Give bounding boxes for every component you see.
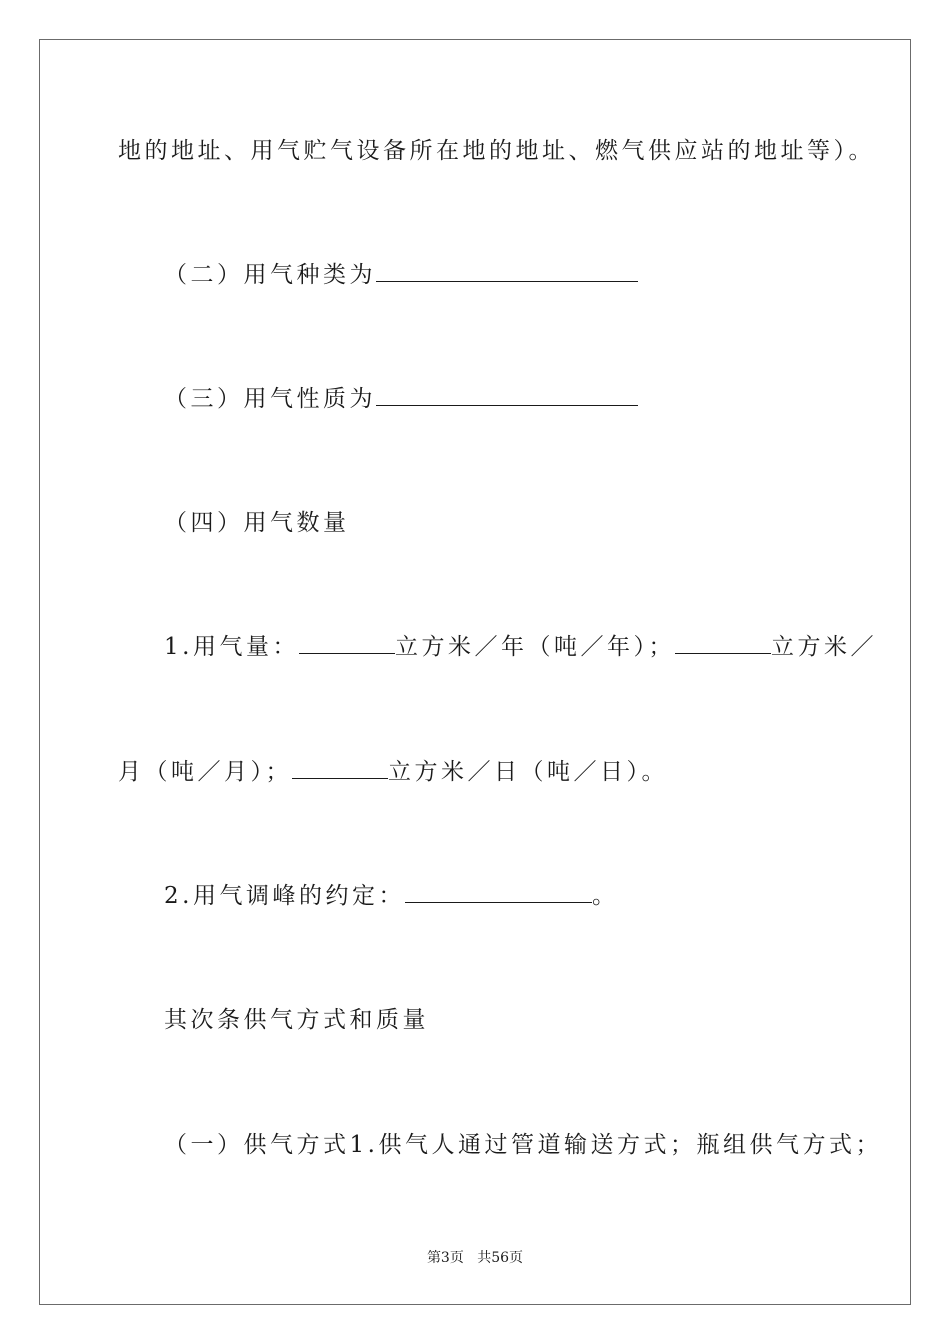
daily-unit: 立方米／日（吨／日）。 [388, 759, 668, 785]
paragraph-line [118, 136, 875, 166]
gas-nature-blank[interactable] [376, 385, 638, 406]
supply-method-heading: 其次条供气方式和质量 [164, 1007, 429, 1033]
yearly-amount-blank[interactable] [299, 633, 395, 654]
section-heading [164, 508, 350, 538]
supply-method-line [164, 1130, 882, 1160]
period: 。 [591, 883, 619, 909]
peak-shaving-label: 2.用气调峰的约定： [164, 883, 405, 909]
page-border [39, 39, 911, 1305]
monthly-unit-start: 立方米／ [770, 634, 877, 660]
total-pages: 共56页 [477, 1250, 524, 1266]
peak-shaving-line [164, 881, 618, 911]
article-heading [164, 1005, 429, 1035]
gas-nature-label: （三）用气性质为 [164, 386, 376, 412]
monthly-unit-end: 月（吨／月）； [118, 759, 292, 785]
daily-amount-blank[interactable] [292, 758, 388, 779]
gas-type-line [164, 260, 638, 290]
page-number: 第3页 [426, 1250, 464, 1266]
gas-amount-line [164, 632, 877, 662]
gas-quantity-heading: （四）用气数量 [164, 510, 350, 536]
gas-amount-label: 1.用气量： [164, 634, 299, 660]
monthly-amount-blank[interactable] [675, 633, 771, 654]
peak-shaving-blank[interactable] [405, 882, 592, 903]
supply-method-text: （一）供气方式1.供气人通过管道输送方式；瓶组供气方式； [164, 1132, 882, 1158]
gas-nature-line [164, 384, 638, 414]
page-footer [0, 1247, 950, 1267]
text: 地的地址、用气贮气设备所在地的地址、燃气供应站的地址等）。 [118, 138, 875, 164]
gas-type-label: （二）用气种类为 [164, 262, 376, 288]
gas-type-blank[interactable] [376, 261, 638, 282]
gas-amount-line-cont [118, 757, 668, 787]
yearly-unit: 立方米／年（吨／年）； [394, 634, 675, 660]
